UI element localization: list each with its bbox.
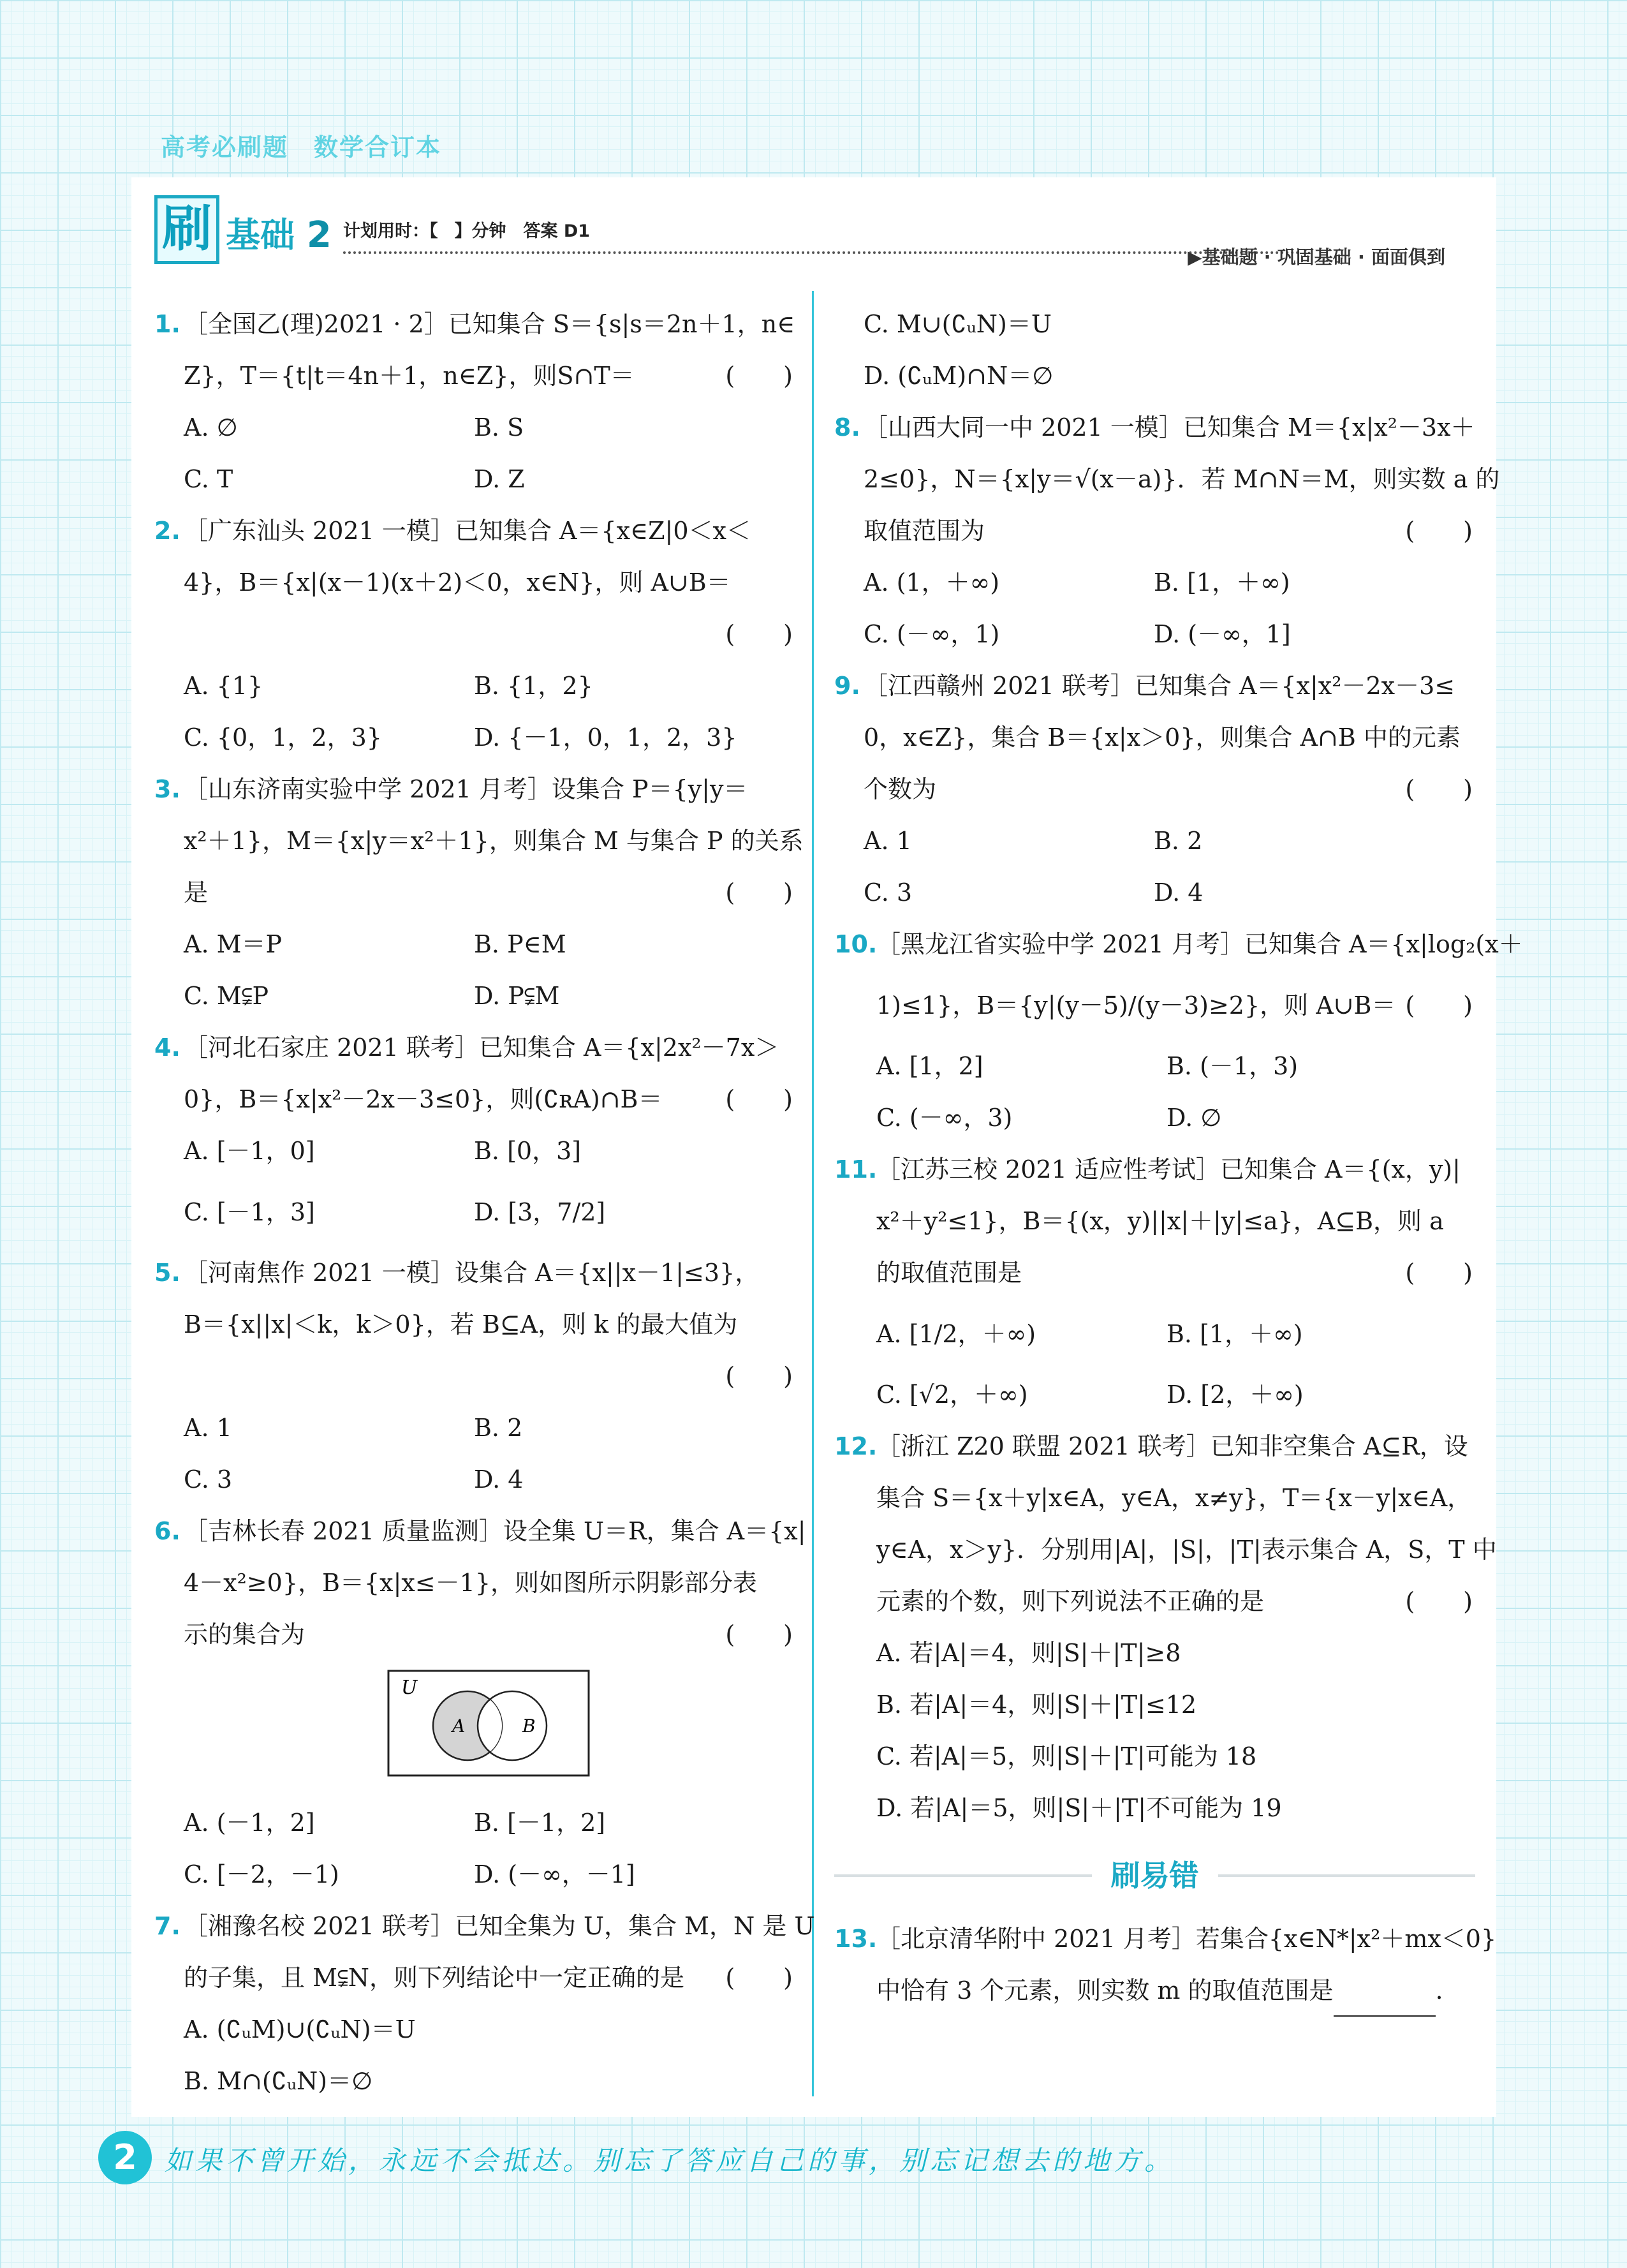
- question-text: x²＋1}，M＝{x|y＝x²＋1}，则集合 M 与集合 P 的关系: [184, 827, 804, 855]
- option-b: B. [1，＋∞): [1154, 568, 1290, 597]
- answer-paren: ( ): [1405, 775, 1473, 803]
- question-text: B＝{x||x|＜k，k＞0}，若 B⊆A，则 k 的最大值为: [184, 1310, 738, 1338]
- book-title-part: 高考必刷题: [161, 133, 289, 161]
- option-d: D. 4: [1154, 878, 1204, 907]
- question-text: ［浙江 Z20 联盟 2021 联考］已知非空集合 A⊆R，设: [876, 1432, 1468, 1460]
- column-divider: [812, 291, 814, 2096]
- option-a: A. (1，＋∞): [864, 568, 1000, 597]
- left-column: [154, 299, 815, 2107]
- option-b: B. (－1，3): [1167, 1052, 1299, 1080]
- question-2: [154, 505, 795, 764]
- answer-paren: ( ): [725, 878, 793, 907]
- question-text: ［江苏三校 2021 适应性考试］已知集合 A＝{(x，y)|: [876, 1155, 1461, 1183]
- question-text: ［广东汕头 2021 一模］已知集合 A＝{x∈Z|0＜x＜: [184, 517, 751, 545]
- answer-paren: ( ): [725, 1620, 793, 1649]
- question-text: y∈A，x＞y}．分别用|A|，|S|，|T|表示集合 A，S，T 中: [876, 1536, 1497, 1564]
- section-badge: 刷: [154, 195, 219, 264]
- book-title-part: 数学合订本: [314, 133, 442, 161]
- option-b: B. S: [474, 413, 524, 441]
- question-text: 中恰有 3 个元素，则实数 m 的取值范围是: [876, 1976, 1334, 2005]
- question-number: 4.: [154, 1034, 180, 1062]
- question-number: 1.: [154, 310, 180, 338]
- plan-time: [343, 217, 590, 242]
- question-text: 是: [184, 878, 209, 907]
- section-title: [226, 208, 332, 257]
- question-text: 取值范围为: [864, 517, 985, 545]
- answer-paren: ( ): [725, 362, 793, 390]
- option-a: A. M＝P: [184, 930, 283, 958]
- question-text: ［河北石家庄 2021 联考］已知集合 A＝{x|2x²－7x＞: [184, 1034, 779, 1062]
- answer-paren: ( ): [1405, 991, 1473, 1019]
- plan-close: 】分钟: [454, 221, 506, 241]
- question-4: [154, 1022, 795, 1247]
- answer-paren: ( ): [1405, 517, 1473, 545]
- option-b: B. [0，3]: [474, 1137, 582, 1165]
- question-text: 0}，B＝{x|x²－2x－3≤0}，则(∁ʀA)∩B＝: [184, 1085, 663, 1113]
- question-text: 集合 S＝{x＋y|x∈A，y∈A，x≠y}，T＝{x－y|x∈A，: [876, 1484, 1472, 1512]
- question-text: 2≤0}，N＝{x|y＝√(x－a)}．若 M∩N＝M，则实数 a 的: [864, 465, 1500, 493]
- question-text: 的子集，且 M⫋N，则下列结论中一定正确的是: [184, 1964, 684, 1992]
- option-c: C. (－∞，1): [864, 620, 1000, 648]
- answer-paren: ( ): [725, 620, 793, 648]
- exercise-sheet: [131, 177, 1523, 2117]
- question-text: 示的集合为: [184, 1620, 306, 1649]
- question-text: 元素的个数，则下列说法不正确的是: [876, 1587, 1265, 1615]
- question-text: ［北京清华附中 2021 月考］若集合{x∈N*|x²＋mx＜0}: [876, 1925, 1497, 1953]
- label-a: A: [452, 1716, 466, 1737]
- question-11: [834, 1144, 1475, 1421]
- answer-paren: ( ): [1405, 1587, 1473, 1615]
- label-u: U: [401, 1677, 418, 1699]
- option-d: D. {－1，0，1，2，3}: [474, 723, 737, 752]
- option-d: D. 4: [474, 1465, 524, 1493]
- option-c: C. [√2，＋∞): [876, 1381, 1028, 1409]
- option-b: B. M∩(∁ᵤN)＝∅: [184, 2067, 373, 2095]
- option-d: D. Z: [474, 465, 525, 493]
- option-d: D. [2，＋∞): [1167, 1381, 1304, 1409]
- question-text: ［黑龙江省实验中学 2021 月考］已知集合 A＝{x|log₂(x＋: [876, 930, 1523, 958]
- option-d: D. [3，7/2]: [474, 1198, 606, 1226]
- option-c: C. [－2，－1): [184, 1860, 339, 1888]
- question-number: 6.: [154, 1517, 180, 1545]
- question-text: 的取值范围是: [876, 1259, 1022, 1287]
- question-number: 11.: [834, 1155, 878, 1183]
- question-number: 5.: [154, 1259, 180, 1287]
- option-d: D. ∅: [1167, 1104, 1222, 1132]
- option-a: A. 若|A|＝4，则|S|＋|T|≥8: [876, 1639, 1181, 1667]
- question-13: [834, 1913, 1497, 2017]
- answer-ref: 答案 D1: [523, 221, 591, 241]
- question-text: ［山东济南实验中学 2021 月考］设集合 P＝{y|y＝: [184, 775, 748, 803]
- option-c: C. (－∞，3): [876, 1104, 1013, 1132]
- dotted-rule: [343, 251, 1300, 254]
- section-number: 2: [306, 214, 332, 256]
- option-c: C. 3: [864, 878, 913, 907]
- question-number: 13.: [834, 1925, 878, 1953]
- option-b: B. {1，2}: [474, 672, 593, 700]
- option-a: A. ∅: [184, 413, 238, 441]
- answer-paren: ( ): [1405, 1259, 1473, 1287]
- question-text: ［河南焦作 2021 一模］设集合 A＝{x||x－1|≤3}，: [184, 1259, 760, 1287]
- question-number: 12.: [834, 1432, 878, 1460]
- book-title: [161, 128, 467, 163]
- option-a: A. 1: [864, 827, 912, 855]
- option-a: A. [－1，0]: [184, 1137, 315, 1165]
- label-b: B: [522, 1716, 536, 1737]
- option-a: A. (∁ᵤM)∪(∁ᵤN)＝U: [184, 2015, 416, 2043]
- answer-paren: ( ): [725, 1362, 793, 1390]
- plan-label: 计划用时：【: [343, 221, 438, 241]
- option-c: C. [－1，3]: [184, 1198, 315, 1226]
- question-7: [154, 1901, 815, 2107]
- section-tag: ▶基础题 · 巩固基础 · 面面俱到: [1188, 246, 1445, 268]
- question-text: ［山西大同一中 2021 一模］已知集合 M＝{x|x²－3x＋: [864, 413, 1475, 441]
- question-text: ［江西赣州 2021 联考］已知集合 A＝{x|x²－2x－3≤: [864, 672, 1455, 700]
- option-c: C. 3: [184, 1465, 233, 1493]
- question-8: [834, 402, 1500, 660]
- question-text: ［湘豫名校 2021 联考］已知全集为 U，集合 M，N 是 U: [184, 1912, 815, 1940]
- question-text: ［吉林长春 2021 质量监测］设全集 U＝R，集合 A＝{x|: [184, 1517, 806, 1545]
- option-d: D. (∁ᵤM)∩N＝∅: [864, 362, 1054, 390]
- option-c: C. M∪(∁ᵤN)＝U: [864, 310, 1052, 338]
- section-heading: 刷易错: [1110, 1858, 1199, 1893]
- answer-blank[interactable]: [1334, 1990, 1436, 2017]
- option-d: D. (－∞，－1]: [474, 1860, 635, 1888]
- option-c: C. 若|A|＝5，则|S|＋|T|可能为 18: [876, 1742, 1257, 1770]
- option-b: B. 若|A|＝4，则|S|＋|T|≤12: [876, 1691, 1197, 1719]
- question-text: 4－x²≥0}，B＝{x|x≤－1}，则如图所示阴影部分表: [184, 1569, 757, 1597]
- option-a: A. {1}: [184, 672, 263, 700]
- question-text: 个数为: [864, 775, 937, 803]
- question-text: x²＋y²≤1}，B＝{(x，y)||x|＋|y|≤a}，A⊆B，则 a: [876, 1207, 1444, 1235]
- question-number: 7.: [154, 1912, 180, 1940]
- option-a: A. [1/2，＋∞): [876, 1320, 1036, 1348]
- page-header-band: [0, 0, 1627, 172]
- question-text: 4}，B＝{x|(x－1)(x＋2)＜0，x∈N}，则 A∪B＝: [184, 568, 731, 597]
- option-b: B. 2: [1154, 827, 1203, 855]
- question-text: ［全国乙(理)2021 · 2］已知集合 S＝{s|s＝2n＋1，n∈: [184, 310, 795, 338]
- question-10: [834, 919, 1523, 1144]
- option-d: D. (－∞，1]: [1154, 620, 1291, 648]
- right-column: [834, 299, 1523, 2017]
- option-c: C. M⫋P: [184, 982, 269, 1010]
- question-number: 9.: [834, 672, 860, 700]
- option-b: B. P∈M: [474, 930, 566, 958]
- question-text: 1)≤1}，B＝{y|(y－5)/(y－3)≥2}，则 A∪B＝: [876, 991, 1396, 1019]
- option-c: C. {0，1，2，3}: [184, 723, 382, 752]
- question-number: 3.: [154, 775, 180, 803]
- question-12: [834, 1421, 1497, 1834]
- option-c: C. T: [184, 465, 233, 493]
- question-text-end: .: [1435, 1976, 1443, 2005]
- section-prefix: 基础: [226, 215, 295, 255]
- question-6: [154, 1506, 806, 1901]
- option-b: B. 2: [474, 1414, 523, 1442]
- option-d: D. P⫋M: [474, 982, 560, 1010]
- question-text: 0，x∈Z}，集合 B＝{x|x＞0}，则集合 A∩B 中的元素: [864, 723, 1461, 752]
- question-9: [834, 660, 1475, 919]
- answer-paren: ( ): [725, 1964, 793, 1992]
- question-1: [154, 299, 795, 505]
- option-b: B. [－1，2]: [474, 1809, 606, 1837]
- question-number: 2.: [154, 517, 180, 545]
- section-header: [154, 195, 1468, 278]
- option-a: A. 1: [184, 1414, 232, 1442]
- question-number: 8.: [834, 413, 860, 441]
- question-number: 10.: [834, 930, 878, 958]
- option-a: A. (－1，2]: [184, 1809, 315, 1837]
- page-number: 2: [98, 2131, 152, 2184]
- question-text: Z}，T＝{t|t＝4n＋1，n∈Z}，则S∩T＝: [184, 362, 635, 390]
- footer-motto: 如果不曾开始，永远不会抵达。别忘了答应自己的事，别忘记想去的地方。: [165, 2145, 1175, 2176]
- section-divider: [834, 1847, 1475, 1904]
- question-5: [154, 1247, 795, 1506]
- option-a: A. [1，2]: [876, 1052, 983, 1080]
- option-d: D. 若|A|＝5，则|S|＋|T|不可能为 19: [876, 1794, 1282, 1822]
- question-3: [154, 764, 804, 1022]
- venn-diagram: [154, 1670, 795, 1784]
- answer-paren: ( ): [725, 1085, 793, 1113]
- option-b: B. [1，＋∞): [1167, 1320, 1303, 1348]
